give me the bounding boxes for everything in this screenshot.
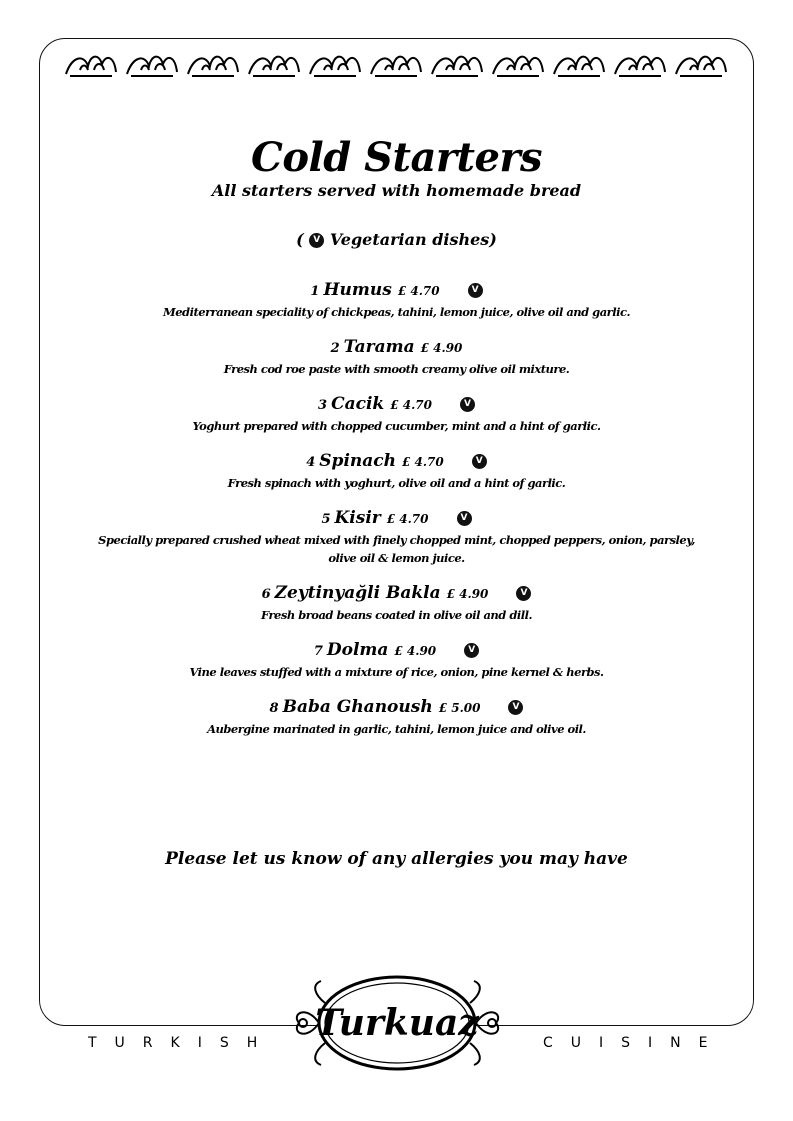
item-description: Yoghurt prepared with chopped cucumber, mint and a hint of garlic.	[192, 419, 601, 433]
item-number: 7	[313, 644, 323, 659]
vegetarian-icon: V	[472, 454, 487, 469]
item-price: £ 4.70	[386, 512, 429, 526]
allergy-note: Please let us know of any allergies you may have	[165, 849, 628, 869]
item-name: Spinach	[319, 451, 396, 471]
item-number: 3	[318, 398, 328, 413]
item-name: Cacik	[331, 394, 385, 414]
vegetarian-icon: V	[309, 233, 324, 248]
item-number: 4	[306, 455, 316, 470]
vegetarian-icon: V	[468, 283, 483, 298]
menu-item	[98, 507, 695, 567]
item-name: Humus	[323, 280, 392, 300]
item-description: Vine leaves stuffed with a mixture of rice, onion, pine kernel & herbs.	[189, 665, 604, 679]
vegetarian-legend	[0, 230, 793, 249]
item-price: £ 4.90	[446, 587, 489, 601]
item-name: Baba Ghanoush	[282, 697, 433, 717]
item-description: Aubergine marinated in garlic, tahini, lemon juice and olive oil.	[207, 722, 586, 736]
menu-list	[98, 279, 695, 753]
floral-ornament-border	[62, 46, 730, 82]
item-price: £ 4.90	[420, 341, 463, 355]
page-title: Cold Starters	[251, 134, 542, 181]
item-description: Specially prepared crushed wheat mixed with finely chopped mint, chopped peppers, onion, parsley, olive oil & lemon juice.	[98, 533, 695, 565]
item-price: £ 4.70	[397, 284, 440, 298]
menu-item	[120, 582, 673, 624]
legend-open-paren: (	[296, 230, 304, 249]
vegetarian-icon: V	[460, 397, 475, 412]
menu-item	[120, 279, 673, 321]
vegetarian-icon: V	[516, 586, 531, 601]
legend-text: Vegetarian dishes)	[329, 230, 497, 249]
item-description: Fresh cod roe paste with smooth creamy olive oil mixture.	[223, 362, 570, 376]
item-number: 1	[310, 284, 320, 299]
item-name: Zeytinyağli Bakla	[274, 583, 441, 603]
item-name: Tarama	[343, 337, 415, 357]
item-description: Mediterranean speciality of chickpeas, tahini, lemon juice, olive oil and garlic.	[163, 305, 630, 319]
item-price: £ 5.00	[438, 701, 481, 715]
item-name: Dolma	[326, 640, 389, 660]
vegetarian-icon: V	[508, 700, 523, 715]
menu-item	[120, 450, 673, 492]
item-number: 5	[321, 512, 331, 527]
item-number: 2	[330, 341, 340, 356]
item-name: Kisir	[334, 508, 381, 528]
item-number: 6	[261, 587, 271, 602]
menu-item	[120, 336, 673, 378]
vegetarian-icon: V	[457, 511, 472, 526]
menu-item	[120, 393, 673, 435]
item-description: Fresh broad beans coated in olive oil and dill.	[261, 608, 532, 622]
footer-cuisine-label: CUISINE	[543, 1035, 726, 1051]
menu-item	[120, 696, 673, 738]
item-number: 8	[269, 701, 279, 716]
item-description: Fresh spinach with yoghurt, olive oil and a hint of garlic.	[227, 476, 566, 490]
item-price: £ 4.70	[402, 455, 444, 469]
item-price: £ 4.70	[390, 398, 432, 412]
menu-item	[120, 639, 673, 681]
logo-text: Turkuaz	[315, 1002, 479, 1044]
item-price: £ 4.90	[394, 644, 437, 658]
footer-turkish-label: TURKISH	[88, 1035, 276, 1051]
vegetarian-icon: V	[464, 643, 479, 658]
turkuaz-logo	[285, 965, 510, 1085]
page-subtitle: All starters served with homemade bread	[211, 181, 582, 200]
